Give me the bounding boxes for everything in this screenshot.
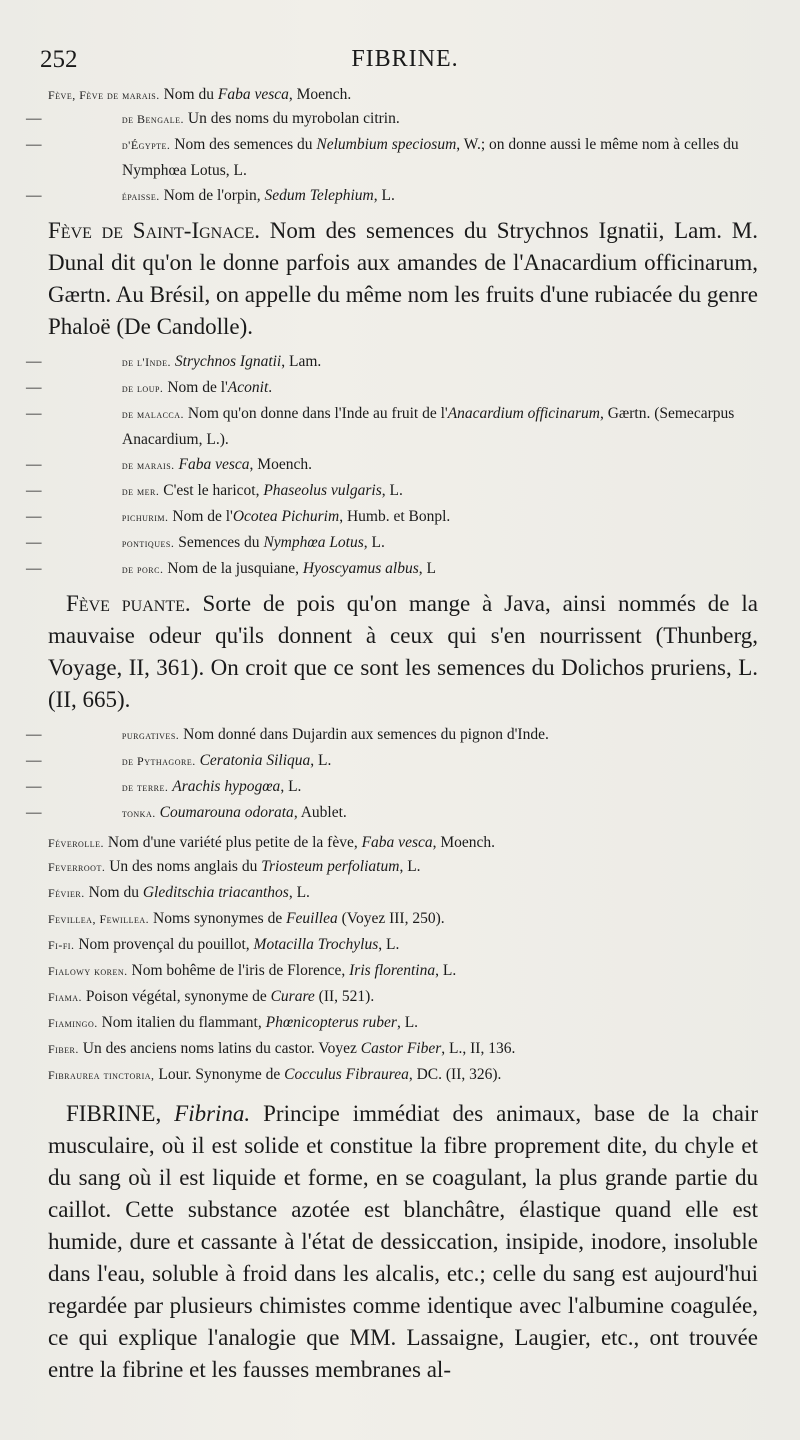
entry-italic: Strychnos Ignatii <box>174 353 282 370</box>
entry-text: Nom du <box>88 884 143 901</box>
entry-text: Nom de la jusquiane, <box>167 560 303 577</box>
entry-text: Semences du <box>178 534 264 551</box>
entry-tail: , L. <box>363 534 385 551</box>
dash: — <box>26 560 42 577</box>
entry-tail: , Humb. et Bonpl. <box>339 508 451 525</box>
entry-italic: Nelumbium speciosum <box>316 136 457 153</box>
entry-tail: , W.; on donne aussi le même nom à celles du Nymphœa Lotus, L. <box>122 136 739 179</box>
entry-italic: Curare <box>270 988 315 1005</box>
entry-lead: Féverolle. <box>48 836 104 850</box>
entry-fi-fi <box>48 932 758 958</box>
entry-lead: Feverroot. <box>48 860 106 874</box>
entry-fevier <box>48 880 758 906</box>
entry-tail: , Moench. <box>432 834 496 851</box>
entry-fiber <box>48 1036 758 1062</box>
entry-lead: FIBRINE, <box>66 1101 175 1126</box>
entry-tail: (II, 521). <box>314 988 375 1005</box>
entry-text: Poison végétal, synonyme de <box>85 988 271 1005</box>
entry-tail: , L. <box>310 752 332 769</box>
entry-text: Nom d'une variété plus petite de la fève, <box>107 834 362 851</box>
entry-lead: de malacca. <box>121 407 185 421</box>
entry-pichurim <box>26 504 758 530</box>
entry-lead: Fève puante. <box>66 591 191 616</box>
entry-text: Principe immédiat des animaux, base de la chair musculaire, où il est solide et constitue la fibre proprement dite, du chyle et du sang où il est liquide et forme, en se coagulant, la plus grande partie du caillot. Cette substance azotée est blanchâtre, élastique quand elle est humide, dure et cassante à l'état de dessiccation, insipide, inodore, insoluble dans l'eau, soluble à froid dans les alcalis, etc.; celle du sang est aujourd'hui regardée par plusieurs chimistes comme identique avec l'albumine coagulée, ce qui explique l'analogie que MM. Lassaigne, Laugier, etc., ont trouvée entre la fibrine et les fausses membranes al- <box>48 1101 759 1382</box>
entry-text: Sorte de pois qu'on mange à Java, ainsi nommés de la mauvaise odeur qu'ils donnent à ceux qui s'en nourrissent (Thunberg, Voyage, II, 361). On croit que ce sont les semences du Dolichos pruriens, L. (II, 665). <box>48 591 759 712</box>
dash: — <box>26 534 42 551</box>
entry-text: Un des anciens noms latins du castor. Voyez <box>82 1040 361 1057</box>
entry-text: Nom donné dans Dujardin aux semences du pignon d'Inde. <box>183 726 549 743</box>
entry-fevillea <box>48 906 758 932</box>
entry-de-loup <box>26 375 758 401</box>
entry-tail: , L. <box>396 1014 419 1031</box>
entry-text: Nom du <box>163 86 218 103</box>
entry-text: Un des noms anglais du <box>109 858 262 875</box>
entry-tail: , L. <box>381 482 403 499</box>
entry-de-porc <box>26 556 758 582</box>
entry-italic: Nymphœa Lotus <box>263 534 364 551</box>
entry-lead: Fiamingo. <box>48 1016 98 1030</box>
entry-italic: Faba vesca <box>178 456 250 473</box>
dash: — <box>26 405 42 422</box>
dash: — <box>26 752 42 769</box>
entry-italic: Gleditschia triacanthos <box>142 884 289 901</box>
entry-text: Nom italien du flammant, <box>101 1014 266 1031</box>
entry-italic: Phœnicopterus ruber <box>265 1014 397 1031</box>
entry-lead: pontiques. <box>121 536 175 550</box>
entry-feverroot <box>48 854 758 880</box>
entry-fialowy-koren <box>48 958 758 984</box>
entry-lead: de mer. <box>121 484 160 498</box>
entry-lead: Fève de Saint-Ignace. <box>48 218 260 243</box>
entry-italic: Hyoscyamus albus <box>302 560 419 577</box>
entry-lead: de Bengale. <box>121 112 185 126</box>
dash: — <box>26 353 42 370</box>
entry-lead: Fiama. <box>48 990 83 1004</box>
entry-purgatives <box>26 722 758 748</box>
entry-text: Nom de l' <box>172 508 233 525</box>
entry-lead: purgatives. <box>121 728 180 742</box>
entry-feve-bengale <box>26 106 758 132</box>
entry-tail: , L <box>418 560 436 577</box>
entry-text: C'est le haricot, <box>163 482 264 499</box>
entry-lead: d'Égypte. <box>121 138 171 152</box>
dash: — <box>26 804 42 821</box>
entry-tonka <box>26 800 758 826</box>
dash: — <box>26 379 42 396</box>
entry-tail: , DC. (II, 326). <box>408 1066 502 1083</box>
entry-tail: , Moench. <box>249 456 312 473</box>
entry-italic: Coumarouna odorata <box>159 804 294 821</box>
entry-italic: Cocculus Fibraurea <box>284 1066 409 1083</box>
entry-lead: de terre. <box>121 780 169 794</box>
entry-tail: (Voyez III, 250). <box>337 910 445 927</box>
entry-italic: Faba vesca <box>361 834 433 851</box>
dash: — <box>26 778 42 795</box>
entry-feve <box>48 84 758 106</box>
entry-italic: Phaseolus vulgaris <box>263 482 382 499</box>
entry-fiama <box>48 984 758 1010</box>
entry-fibraurea <box>48 1062 758 1088</box>
page-number: 252 <box>40 46 78 73</box>
entry-tail: , Aublet. <box>293 804 347 821</box>
entry-tail: , L. <box>280 778 302 795</box>
entry-lead: Fialowy koren. <box>48 964 128 978</box>
entry-lead: de porc. <box>121 562 164 576</box>
dash: — <box>26 187 42 204</box>
entry-tail: , L. <box>288 884 310 901</box>
entry-lead: pichurim. <box>121 510 169 524</box>
entry-lead: Févier. <box>48 886 85 900</box>
dash: — <box>26 726 42 743</box>
entry-italic: Anacardium officinarum <box>447 405 600 422</box>
entry-text: Un des noms du myrobolan citrin. <box>187 110 400 127</box>
body-text <box>26 84 759 1392</box>
entry-lead: de marais. <box>121 458 175 472</box>
entry-feve-epaisse <box>26 183 758 209</box>
entry-lead: de Pythagore. <box>121 754 196 768</box>
entry-tail: , L. <box>378 936 400 953</box>
entry-italic: Arachis hypogœa <box>172 778 281 795</box>
entry-text: Nom bohême de l'iris de Florence, <box>131 962 350 979</box>
entry-lead: Fi-fi. <box>48 938 75 952</box>
dash: — <box>26 110 42 127</box>
entry-italic: Fibrina. <box>174 1101 251 1126</box>
entry-italic: Motacilla Trochylus <box>253 936 379 953</box>
entry-italic: Faba vesca <box>217 86 289 103</box>
entry-feve-egypte <box>26 132 758 183</box>
entry-lead: épaisse. <box>121 189 160 203</box>
entry-de-marais <box>26 452 758 478</box>
entry-tail: , Moench. <box>288 86 352 103</box>
dash: — <box>26 456 42 473</box>
entry-de-terre <box>26 774 758 800</box>
entry-tail: , L. <box>373 187 395 204</box>
entry-de-mer <box>26 478 758 504</box>
entry-lead: de loup. <box>121 381 164 395</box>
entry-de-malacca <box>26 401 758 452</box>
entry-tail: , L. <box>399 858 421 875</box>
entry-italic: Ocotea Pichurim <box>232 508 340 525</box>
entry-fiamingo <box>48 1010 758 1036</box>
entry-de-l-inde <box>26 349 758 375</box>
entry-text: Nom de l'orpin, <box>163 187 265 204</box>
page-header <box>40 46 770 78</box>
entry-feve-puante <box>48 588 758 716</box>
entry-text: Nom provençal du pouillot, <box>78 936 254 953</box>
entry-lead: Fève, Fève de marais. <box>48 88 160 102</box>
entry-lead: tonka. <box>121 806 156 820</box>
dash: — <box>26 482 42 499</box>
entry-italic: Feuillea <box>286 910 338 927</box>
running-title: FIBRINE. <box>351 46 459 72</box>
entry-lead: Fevillea, Fewillea. <box>48 912 150 926</box>
entry-italic: Ceratonia Siliqua <box>199 752 311 769</box>
entry-tail: , L., II, 136. <box>441 1040 516 1057</box>
entry-fibrine <box>48 1098 758 1386</box>
dash: — <box>26 136 42 153</box>
entry-italic: Triosteum perfoliatum <box>261 858 400 875</box>
entry-tail: , Gærtn. (Semecarpus Anacardium, L.). <box>122 405 735 448</box>
entry-text: Noms synonymes de <box>153 910 287 927</box>
entry-saint-ignace <box>48 215 758 343</box>
entry-italic: Castor Fiber <box>360 1040 442 1057</box>
entry-lead: Fibraurea tinctoria, <box>48 1068 155 1082</box>
entry-lead: de l'Inde. <box>121 355 172 369</box>
entry-text: Nom qu'on donne dans l'Inde au fruit de l' <box>187 405 448 422</box>
entry-lead: Fiber. <box>48 1042 79 1056</box>
entry-italic: Sedum Telephium <box>264 187 374 204</box>
entry-text: Nom des semences du <box>174 136 317 153</box>
entry-tail: . <box>268 379 273 396</box>
entry-feverolle <box>48 832 758 854</box>
entry-italic: Iris florentina <box>349 962 436 979</box>
entry-tail: , Lam. <box>281 353 322 370</box>
entry-text: Lour. Synonyme de <box>158 1066 285 1083</box>
entry-tail: , L. <box>435 962 457 979</box>
entry-text: Nom de l' <box>167 379 228 396</box>
dash: — <box>26 508 42 525</box>
entry-pythagore <box>26 748 758 774</box>
entry-text: Nom des semences du Strychnos Ignatii, Lam. M. Dunal dit qu'on le donne parfois aux amandes de l'Anacardium officinarum, Gærtn. Au Brésil, on appelle du même nom les fruits d'une rubiacée du genre Phaloë (De Candolle). <box>48 218 759 339</box>
entry-italic: Aconit <box>227 379 269 396</box>
entry-pontiques <box>26 530 758 556</box>
